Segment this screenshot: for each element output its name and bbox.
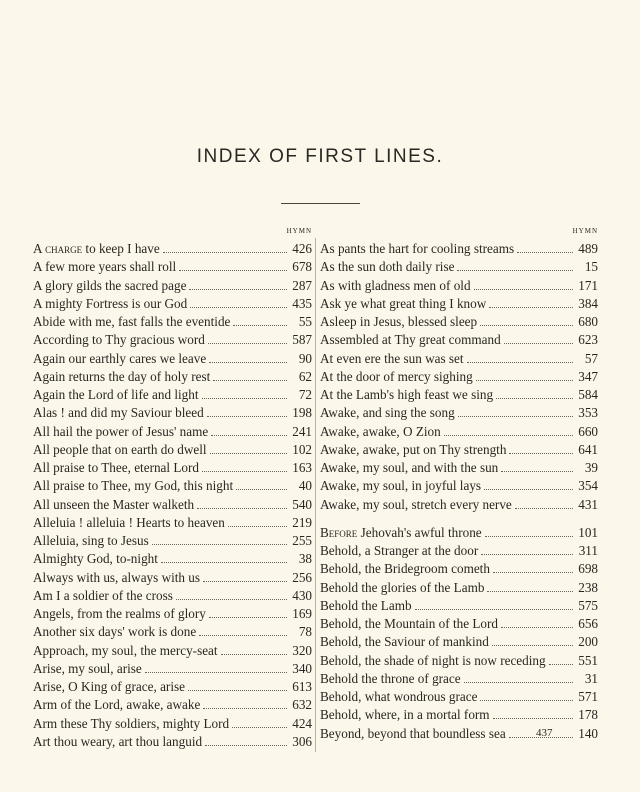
hymn-number: 551 — [578, 652, 598, 668]
entry-first-line — [33, 569, 200, 587]
hymn-number: 55 — [298, 314, 312, 329]
dot-leader — [188, 689, 287, 691]
entry-first-line — [33, 587, 173, 605]
entry-text: Ask ye what great thing I know — [320, 295, 487, 311]
entry-first-line — [33, 550, 158, 568]
entry-first-line — [33, 696, 200, 714]
dot-leader — [474, 288, 573, 290]
index-entry — [320, 331, 598, 349]
dot-leader — [467, 361, 573, 363]
hymn-number: 256 — [292, 569, 312, 585]
hymn-number: 680 — [578, 314, 598, 329]
entry-first-line — [33, 733, 202, 751]
entry-first-line — [320, 258, 454, 276]
dot-leader — [485, 535, 573, 537]
entry-first-line — [320, 615, 498, 633]
entry-first-line — [320, 240, 514, 258]
dot-leader — [205, 744, 287, 746]
hymn-number: 241 — [292, 423, 312, 439]
hymn-number: 384 — [578, 295, 598, 311]
entry-text: Arise, O King of grace, arise — [33, 679, 185, 694]
entry-text: Art thou weary, art thou languid — [33, 733, 203, 749]
entry-text: Alleluia ! alleluia ! Hearts to heaven — [33, 514, 225, 530]
hymn-number: 489 — [578, 241, 598, 256]
dot-leader — [493, 717, 573, 719]
index-entry — [33, 368, 312, 386]
entry-first-line — [33, 623, 196, 641]
entry-first-line — [320, 560, 490, 578]
dot-leader — [161, 561, 287, 563]
dot-leader — [493, 571, 573, 573]
dot-leader — [163, 251, 287, 253]
index-entry — [320, 386, 598, 404]
entry-first-line — [320, 350, 464, 368]
entry-first-line — [33, 496, 194, 514]
left-entries — [33, 240, 312, 751]
hymn-number: 354 — [578, 478, 598, 494]
entry-first-line — [320, 331, 501, 349]
entry-first-line — [33, 295, 187, 313]
hymn-number: 62 — [298, 368, 312, 384]
index-entry — [320, 477, 598, 495]
entry-text: Behold, the Bridegroom cometh — [320, 561, 490, 577]
entry-first-line — [33, 532, 149, 550]
entry-text: Behold, the shade of night is now receding — [320, 652, 546, 668]
entry-text: Arm of the Lord, awake, awake — [33, 697, 201, 713]
index-entry — [33, 240, 312, 258]
right-entries-a — [320, 240, 598, 514]
hymn-number: 584 — [578, 387, 598, 402]
index-entry — [33, 715, 312, 733]
dot-leader — [179, 269, 287, 271]
entry-first-line — [320, 706, 490, 724]
index-entry — [33, 587, 312, 605]
hymn-number: 102 — [292, 441, 312, 457]
hymn-number: 435 — [292, 295, 312, 311]
hymn-number: 38 — [298, 551, 312, 567]
entry-first-line — [33, 258, 176, 276]
entry-first-line — [320, 404, 455, 422]
entry-first-line — [320, 579, 484, 597]
hymn-number: 72 — [298, 387, 312, 402]
entry-text: All people that on earth do dwell — [33, 441, 207, 457]
index-entry — [320, 423, 598, 441]
index-entry — [33, 423, 312, 441]
index-entry — [33, 514, 312, 532]
entry-text: Arise, my soul, arise — [33, 660, 142, 676]
entry-first-line — [33, 423, 208, 441]
entry-first-line — [320, 295, 486, 313]
dot-leader — [221, 653, 287, 655]
page-title: INDEX OF FIRST LINES. — [196, 146, 444, 167]
index-entry — [33, 477, 312, 495]
entry-text: Beyond, beyond that boundless sea — [320, 725, 506, 741]
hymn-number: 426 — [292, 241, 312, 256]
entry-text: Angels, from the realms of glory — [33, 606, 206, 621]
dot-leader — [176, 598, 287, 600]
entry-text: Behold, what wondrous grace — [320, 689, 478, 704]
hymn-number: 31 — [584, 670, 598, 686]
entry-text: Jehovah's awful throne — [357, 524, 482, 540]
index-entry — [33, 313, 312, 331]
right-column — [320, 223, 598, 743]
entry-first-line — [33, 313, 230, 331]
index-entry — [33, 386, 312, 404]
entry-text: Again the Lord of life and light — [33, 387, 199, 402]
entry-text: At the Lamb's high feast we sing — [320, 387, 494, 402]
dot-leader — [211, 434, 287, 436]
index-entry — [320, 350, 598, 368]
dot-leader — [190, 306, 287, 308]
entry-text: Assembled at Thy great command — [320, 332, 501, 348]
entry-first-line — [33, 368, 210, 386]
index-entry — [33, 660, 312, 678]
index-entry — [33, 258, 312, 276]
dot-leader — [415, 608, 573, 610]
index-entry — [33, 532, 312, 550]
index-entry — [320, 652, 598, 670]
entry-text: Approach, my soul, the mercy-seat — [33, 642, 218, 658]
dot-leader — [207, 415, 287, 417]
entry-first-line — [320, 423, 441, 441]
index-entry — [320, 441, 598, 459]
dot-leader — [444, 434, 573, 436]
entry-first-line — [320, 725, 506, 743]
hymn-number: 656 — [578, 616, 598, 631]
entry-first-line — [33, 441, 207, 459]
hymn-number: 306 — [292, 733, 312, 749]
dot-leader — [481, 553, 573, 555]
dot-leader — [210, 452, 287, 454]
dot-leader — [152, 543, 287, 545]
dot-leader — [464, 681, 573, 683]
hymn-number: 15 — [584, 259, 598, 275]
entry-first-line — [320, 368, 473, 386]
entry-first-line — [320, 277, 471, 295]
hymn-number: 540 — [292, 496, 312, 512]
hymn-number: 255 — [292, 533, 312, 548]
dot-leader — [517, 251, 573, 253]
hymn-number: 163 — [292, 460, 312, 475]
index-entry — [320, 560, 598, 578]
index-entry — [320, 313, 598, 331]
hymn-number: 311 — [578, 543, 598, 558]
entry-first-line — [33, 678, 185, 696]
dot-leader — [487, 590, 573, 592]
entry-text: to keep I have — [82, 241, 160, 256]
hymn-number: 90 — [298, 350, 312, 366]
dot-leader — [504, 342, 573, 344]
index-entry — [33, 642, 312, 660]
entry-first-line — [33, 240, 160, 258]
entry-text: Abide with me, fast falls the eventide — [33, 314, 231, 329]
entry-text: Awake, awake, put on Thy strength — [320, 441, 507, 457]
hymn-number: 287 — [292, 277, 312, 293]
entry-text: Am I a soldier of the cross — [33, 587, 173, 603]
dot-leader — [209, 361, 287, 363]
hymn-number: 40 — [298, 478, 312, 494]
entry-text: Alas ! and did my Saviour bleed — [33, 405, 204, 421]
entry-text: Behold, where, in a mortal form — [320, 707, 490, 723]
hymn-number: 101 — [578, 524, 598, 540]
hymn-number: 575 — [578, 597, 598, 613]
hymn-number: 632 — [292, 697, 312, 713]
index-entry — [33, 441, 312, 459]
entry-text: Again our earthly cares we leave — [33, 350, 207, 366]
entry-text: Awake, my soul, stretch every nerve — [320, 496, 512, 512]
entry-first-line — [33, 404, 204, 422]
section-gap — [320, 514, 598, 524]
index-entry — [320, 597, 598, 615]
entry-first-line — [320, 386, 493, 404]
index-entry — [320, 295, 598, 313]
entry-first-line — [33, 605, 206, 623]
entry-first-line — [320, 313, 477, 331]
dot-leader — [501, 470, 573, 472]
dot-leader — [496, 397, 573, 399]
dot-leader — [208, 342, 287, 344]
entry-first-line — [320, 524, 482, 542]
index-entry — [320, 277, 598, 295]
entry-text: All praise to Thee, my God, this night — [33, 478, 234, 494]
index-entry — [33, 696, 312, 714]
entry-first-line — [33, 660, 142, 678]
hymn-number: 571 — [578, 689, 598, 704]
index-entry — [320, 633, 598, 651]
index-entry — [33, 404, 312, 422]
entry-text: Awake, my soul, in joyful lays — [320, 478, 482, 494]
dot-leader — [213, 379, 287, 381]
dot-leader — [489, 306, 573, 308]
dot-leader — [458, 415, 573, 417]
dot-leader — [232, 726, 287, 728]
entry-text: As the sun doth daily rise — [320, 259, 455, 275]
right-column-heading: HYMN — [572, 227, 598, 235]
entry-text: All praise to Thee, eternal Lord — [33, 460, 200, 475]
hymn-number: 340 — [292, 660, 312, 676]
index-entry — [320, 258, 598, 276]
dot-leader — [199, 634, 287, 636]
entry-first-line — [33, 459, 199, 477]
hymn-number: 698 — [578, 561, 598, 577]
index-entry — [320, 615, 598, 633]
dot-leader — [236, 488, 287, 490]
entry-first-line — [33, 715, 229, 733]
entry-first-line — [320, 688, 477, 706]
index-entry — [33, 623, 312, 641]
dot-leader — [476, 379, 573, 381]
index-entry — [320, 542, 598, 560]
title-rule — [281, 203, 360, 204]
entry-text: Behold, the Saviour of mankind — [320, 634, 489, 650]
index-entry — [320, 524, 598, 542]
entry-first-line — [33, 477, 233, 495]
entry-text: Behold the throne of grace — [320, 670, 461, 686]
entry-first-line — [320, 652, 546, 670]
hymn-number: 78 — [298, 624, 312, 640]
index-entry — [33, 277, 312, 295]
index-entry — [320, 670, 598, 688]
dot-leader — [484, 488, 573, 490]
entry-text: Always with us, always with us — [33, 569, 201, 585]
index-entry — [320, 404, 598, 422]
entry-text: Behold, a Stranger at the door — [320, 543, 479, 558]
entry-text: Arm these Thy soldiers, mighty Lord — [33, 715, 230, 731]
entry-text: Another six days' work is done — [33, 624, 197, 640]
hymn-number: 353 — [578, 405, 598, 421]
dot-leader — [492, 644, 573, 646]
entry-first-line — [33, 386, 199, 404]
entry-first-line — [320, 459, 498, 477]
dot-leader — [197, 507, 287, 509]
index-entry — [33, 569, 312, 587]
dot-leader — [209, 616, 287, 618]
entry-text: A mighty Fortress is our God — [33, 295, 188, 311]
dot-leader — [202, 470, 287, 472]
entry-text: As pants the hart for cooling streams — [320, 241, 515, 256]
dot-leader — [457, 269, 573, 271]
entry-text: Asleep in Jesus, blessed sleep — [320, 314, 478, 329]
dot-leader — [480, 324, 573, 326]
dot-leader — [202, 397, 287, 399]
entry-text: As with gladness men of old — [320, 277, 471, 293]
hymn-number: 613 — [292, 679, 312, 694]
hymn-number: 198 — [292, 405, 312, 421]
entry-text: Behold the glories of the Lamb — [320, 579, 485, 595]
right-entries-b — [320, 524, 598, 743]
index-entry — [320, 496, 598, 514]
dot-leader — [480, 699, 573, 701]
entry-text: Alleluia, sing to Jesus — [33, 533, 149, 548]
left-column — [33, 223, 312, 751]
dot-leader — [515, 507, 573, 509]
hymn-number: 347 — [578, 368, 598, 384]
index-entry — [33, 496, 312, 514]
left-column-heading: HYMN — [286, 227, 312, 235]
dot-leader — [501, 626, 573, 628]
dot-leader — [228, 525, 287, 527]
entry-lead-word: Before — [320, 524, 358, 540]
index-entry — [33, 295, 312, 313]
index-entry — [320, 240, 598, 258]
entry-text: Awake, awake, O Zion — [320, 423, 441, 439]
entry-text: A few more years shall roll — [33, 259, 177, 275]
index-entry — [33, 678, 312, 696]
index-entry — [320, 688, 598, 706]
column-divider — [315, 238, 316, 752]
entry-text: Again returns the day of holy rest — [33, 368, 211, 384]
dot-leader — [203, 707, 287, 709]
entry-text: According to Thy gracious word — [33, 332, 205, 348]
index-entry — [320, 706, 598, 724]
page-number: 437 — [536, 727, 553, 739]
hymn-number: 623 — [578, 332, 598, 348]
entry-text: Awake, and sing the song — [320, 405, 455, 421]
entry-first-line — [320, 477, 481, 495]
entry-lead-word: A charge — [33, 241, 83, 256]
entry-first-line — [320, 542, 478, 560]
dot-leader — [145, 671, 287, 673]
entry-text: Awake, my soul, and with the sun — [320, 460, 499, 475]
entry-first-line — [320, 670, 461, 688]
hymn-number: 200 — [578, 634, 598, 650]
hymn-number: 320 — [292, 642, 312, 658]
entry-first-line — [33, 642, 218, 660]
index-entry — [320, 725, 598, 743]
entry-text: All hail the power of Jesus' name — [33, 423, 209, 439]
entry-first-line — [320, 441, 506, 459]
entry-first-line — [320, 633, 489, 651]
hymn-number: 39 — [584, 460, 598, 475]
entry-text: All unseen the Master walketh — [33, 496, 195, 512]
hymn-number: 238 — [578, 579, 598, 595]
hymn-number: 660 — [578, 423, 598, 439]
dot-leader — [189, 288, 287, 290]
entry-first-line — [320, 597, 412, 615]
index-entry — [33, 733, 312, 751]
index-entry — [320, 579, 598, 597]
index-entry — [33, 350, 312, 368]
dot-leader — [549, 663, 573, 665]
entry-first-line — [320, 496, 512, 514]
index-entry — [320, 368, 598, 386]
hymn-number: 219 — [292, 514, 312, 530]
index-entry — [33, 550, 312, 568]
entry-text: At even ere the sun was set — [320, 350, 464, 366]
entry-first-line — [33, 514, 225, 532]
hymn-number: 641 — [578, 441, 598, 457]
hymn-number: 431 — [578, 496, 598, 512]
index-entry — [33, 605, 312, 623]
entry-text: Behold, the Mountain of the Lord — [320, 616, 498, 631]
hymn-number: 178 — [578, 707, 598, 723]
hymn-number: 678 — [292, 259, 312, 275]
entry-text: Behold the Lamb — [320, 597, 412, 613]
entry-first-line — [33, 350, 206, 368]
dot-leader — [509, 452, 573, 454]
entry-text: A glory gilds the sacred page — [33, 277, 187, 293]
dot-leader — [203, 580, 287, 582]
entry-text: At the door of mercy sighing — [320, 368, 473, 384]
hymn-number: 169 — [292, 606, 312, 621]
index-entry — [33, 459, 312, 477]
entry-first-line — [33, 277, 186, 295]
hymn-number: 424 — [292, 715, 312, 731]
entry-text: Almighty God, to-night — [33, 551, 158, 567]
index-entry — [33, 331, 312, 349]
dot-leader — [233, 324, 287, 326]
hymn-number: 587 — [292, 332, 312, 348]
hymn-number: 430 — [292, 587, 312, 603]
index-entry — [320, 459, 598, 477]
hymn-number: 57 — [584, 350, 598, 366]
hymn-number: 171 — [578, 277, 598, 293]
hymn-number: 140 — [578, 725, 598, 741]
entry-first-line — [33, 331, 205, 349]
